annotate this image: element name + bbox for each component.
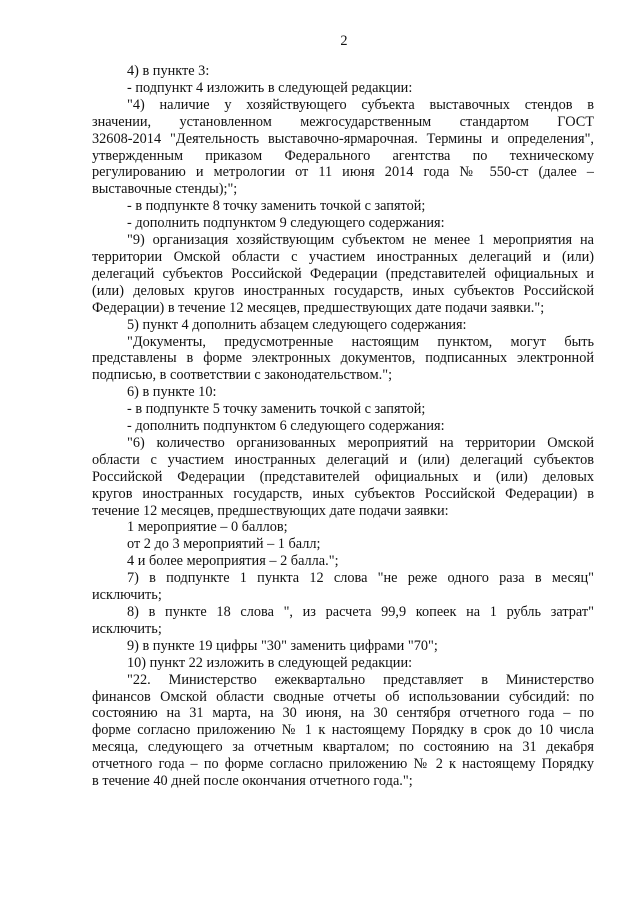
paragraph-line: "9) организация хозяйствующим субъектом не менее 1 мероприятия на <box>127 232 594 249</box>
paragraph-line: "Документы, предусмотренные настоящим пунктом, могут быть <box>127 333 594 350</box>
paragraph-line: исключить; <box>92 620 162 637</box>
page-number: 2 <box>340 33 348 49</box>
paragraph-line: (или) деловых кругов иностранных государств, иных субъектов Российской <box>92 282 594 299</box>
paragraph <box>92 672 594 790</box>
paragraph <box>92 553 594 570</box>
paragraph <box>92 80 594 97</box>
paragraph-line: "22. Министерство ежеквартально представляет в Министерство <box>127 671 594 688</box>
paragraph <box>92 435 594 520</box>
paragraph-line: течение 12 месяцев, предшествующих дате подачи заявки: <box>92 502 449 519</box>
paragraph <box>92 401 594 418</box>
paragraph-line: 4 и более мероприятия – 2 балла."; <box>127 553 339 570</box>
paragraph-line: 1 мероприятие – 0 баллов; <box>127 519 288 536</box>
paragraph-line: кругов иностранных государств, иных субъектов Российской Федерации) в <box>92 485 594 502</box>
paragraph-line: 5) пункт 4 дополнить абзацем следующего содержания: <box>127 316 467 333</box>
paragraph <box>92 384 594 401</box>
paragraph-line: - подпункт 4 изложить в следующей редакции: <box>127 79 413 96</box>
paragraph <box>92 638 594 655</box>
paragraph-line: территории Омской области с участием иностранных делегаций и (или) <box>92 248 594 265</box>
paragraph <box>92 97 594 198</box>
paragraph-line: - в подпункте 5 точку заменить точкой с запятой; <box>127 401 426 418</box>
paragraph-line: выставочные стенды);"; <box>92 181 238 198</box>
paragraph-line: "6) количество организованных мероприятий на территории Омской <box>127 434 594 451</box>
paragraph <box>92 232 594 317</box>
paragraph-line: в течение 40 дней после окончания отчетного года."; <box>92 773 413 790</box>
paragraph-line: - дополнить подпунктом 9 следующего содержания: <box>127 215 445 232</box>
paragraph-line: делегаций субъектов Российской Федерации (представителей официальных и <box>92 265 594 282</box>
paragraph <box>92 215 594 232</box>
paragraph-line: от 2 до 3 мероприятий – 1 балл; <box>127 536 321 553</box>
paragraph-line: 8) в пункте 18 слова ", из расчета 99,9 копеек на 1 рубль затрат" <box>127 604 594 620</box>
paragraph-line: - дополнить подпунктом 6 следующего содержания: <box>127 418 445 435</box>
paragraph <box>92 536 594 553</box>
document-body <box>92 63 594 790</box>
paragraph-line: регулированию и метрологии от 11 июня 2014 года № 550-ст (далее – <box>92 164 594 181</box>
paragraph-line: 32608-2014 "Деятельность выставочно-ярмарочная. Термины и определения", <box>92 130 594 147</box>
paragraph <box>92 63 594 80</box>
paragraph-line: подписью, в соответствии с законодательством."; <box>92 367 393 384</box>
paragraph-line: отчетного года – по форме согласно приложению № 2 к настоящему Порядку <box>92 756 594 773</box>
paragraph-line: финансов Омской области сводные отчеты об использовании субсидий: по <box>92 688 594 705</box>
paragraph-line: представлены в форме электронных документов, подписанных электронной <box>92 350 594 367</box>
paragraph <box>92 655 594 672</box>
paragraph <box>92 604 594 638</box>
paragraph-line: 7) в подпункте 1 пункта 12 слова "не реже одного раза в месяц" <box>127 570 594 587</box>
paragraph <box>92 334 594 385</box>
paragraph-line: Федерации) в течение 12 месяцев, предшествующих дате подачи заявки."; <box>92 299 545 316</box>
paragraph-line: Российской Федерации (представителей официальных и (или) деловых <box>92 468 594 485</box>
paragraph-line: 10) пункт 22 изложить в следующей редакции: <box>127 654 413 671</box>
paragraph <box>92 317 594 334</box>
paragraph-line: исключить; <box>92 587 162 604</box>
paragraph <box>92 198 594 215</box>
paragraph-line: 4) в пункте 3: <box>127 63 210 79</box>
paragraph-line: области с участием иностранных делегаций и (или) делегаций субъектов <box>92 451 594 468</box>
paragraph-line: 9) в пункте 19 цифры "30" заменить цифрами "70"; <box>127 637 438 654</box>
paragraph-line: - в подпункте 8 точку заменить точкой с запятой; <box>127 198 426 215</box>
paragraph <box>92 570 594 604</box>
paragraph-line: месяца, следующего за отчетным кварталом; по состоянию на 31 декабря <box>92 739 594 756</box>
paragraph-line: утвержденным приказом Федерального агентства по техническому <box>92 147 594 164</box>
paragraph-line: значении, установленном межгосударственным стандартом ГОСТ <box>92 113 594 130</box>
paragraph-line: 6) в пункте 10: <box>127 384 217 401</box>
paragraph <box>92 519 594 536</box>
paragraph-line: состоянию на 31 марта, на 30 июня, на 30 сентября отчетного года – по <box>92 705 594 722</box>
paragraph-line: "4) наличие у хозяйствующего субъекта выставочных стендов в <box>127 96 594 113</box>
paragraph-line: форме согласно приложению № 1 к настоящему Порядку в срок до 10 числа <box>92 722 594 739</box>
paragraph <box>92 418 594 435</box>
